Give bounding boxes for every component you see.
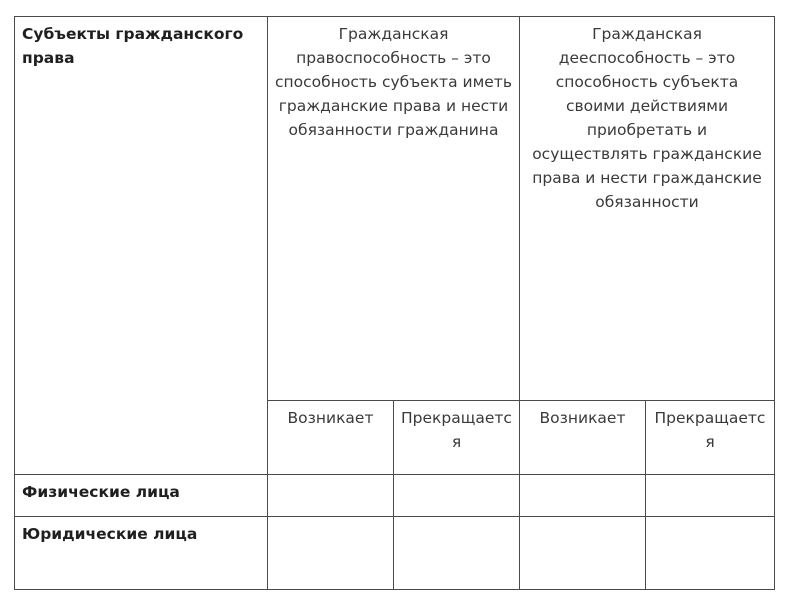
- table-cell[interactable]: [268, 517, 394, 590]
- table-row: [15, 475, 775, 517]
- table-cell[interactable]: [520, 475, 646, 517]
- table-cell[interactable]: [646, 517, 775, 590]
- row-label-natural-persons: Физические лица: [15, 475, 268, 517]
- table-cell[interactable]: [268, 475, 394, 517]
- capacity-arises-header: Возникает: [268, 401, 394, 475]
- table-cell[interactable]: [520, 517, 646, 590]
- competence-terminates-header: Прекращается: [646, 401, 775, 475]
- legal-capacity-header-cell: Гражданская правоспособность – это способность субъекта иметь гражданские права и нести обязанности гражданина: [268, 17, 520, 401]
- subjects-header-cell: Субъекты гражданского права: [15, 17, 268, 475]
- legal-subjects-table: [14, 16, 775, 590]
- table-cell[interactable]: [394, 517, 520, 590]
- row-label-legal-entities: Юридические лица: [15, 517, 268, 590]
- table-header-row: [15, 17, 775, 401]
- legal-competence-header-cell: Гражданская дееспособность – это способность субъекта своими действиями приобретать и осуществлять гражданские права и нести гражданские обязанности: [520, 17, 775, 401]
- table-cell[interactable]: [646, 475, 775, 517]
- table-row: [15, 517, 775, 590]
- table-cell[interactable]: [394, 475, 520, 517]
- capacity-terminates-header: Прекращается: [394, 401, 520, 475]
- competence-arises-header: Возникает: [520, 401, 646, 475]
